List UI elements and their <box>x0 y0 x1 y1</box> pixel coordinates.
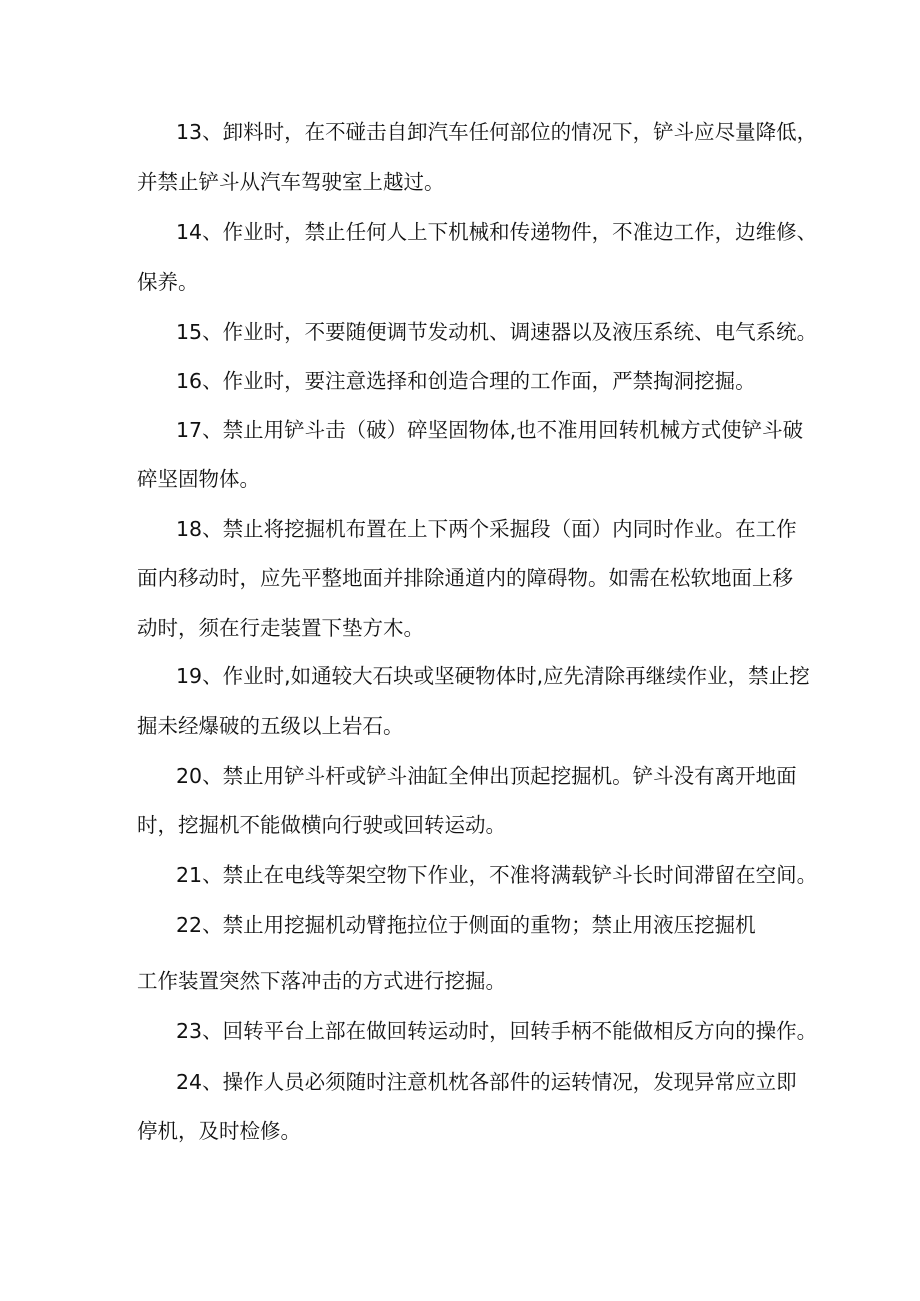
paragraph-line: 22、禁止用挖掘机动臂拖拉位于侧面的重物；禁止用液压挖掘机 <box>176 913 756 937</box>
paragraph-line: 15、作业时，不要随便调节发动机、调速器以及液压系统、电气系统。 <box>176 320 818 344</box>
paragraph-line: 13、卸料时，在不碰击自卸汽车任何部位的情况下，铲斗应尽量降低， <box>176 120 818 144</box>
paragraph-line: 动时，须在行走装置下垫方木。 <box>137 616 424 640</box>
paragraph-line: 时，挖掘机不能做横向行驶或回转运动。 <box>137 813 506 837</box>
paragraph-line: 16、作业时，要注意选择和创造合理的工作面，严禁掏洞挖掘。 <box>176 369 756 393</box>
paragraph-line: 工作装置突然下落冲击的方式进行挖掘。 <box>137 969 506 993</box>
paragraph-line: 24、操作人员必须随时注意机枕各部件的运转情况，发现异常应立即 <box>176 1070 797 1094</box>
paragraph-line: 碎坚固物体。 <box>137 467 260 491</box>
paragraph-line: 20、禁止用铲斗杆或铲斗油缸全伸出顶起挖掘机。铲斗没有离开地面 <box>176 764 797 788</box>
paragraph-line: 保养。 <box>137 270 199 294</box>
paragraph-line: 并禁止铲斗从汽车驾驶室上越过。 <box>137 170 445 194</box>
paragraph-line: 18、禁止将挖掘机布置在上下两个采掘段（面）内同时作业。在工作 <box>176 517 797 541</box>
paragraph-line: 掘未经爆破的五级以上岩石。 <box>137 714 404 738</box>
paragraph-line: 面内移动时，应先平整地面并排除通道内的障碍物。如需在松软地面上移 <box>137 566 793 590</box>
paragraph-line: 19、作业时,如通较大石块或坚硬物体时,应先清除再继续作业，禁止挖 <box>176 664 810 688</box>
paragraph-line: 23、回转平台上部在做回转运动时，回转手柄不能做相反方向的操作。 <box>176 1019 818 1043</box>
paragraph-line: 14、作业时，禁止任何人上下机械和传递物件，不准边工作，边维修、 <box>176 220 818 244</box>
paragraph-line: 17、禁止用铲斗击（破）碎坚固物体,也不准用回转机械方式使铲斗破 <box>176 418 804 442</box>
paragraph-line: 停机，及时检修。 <box>137 1119 301 1143</box>
paragraph-line: 21、禁止在电线等架空物下作业，不准将满载铲斗长时间滞留在空间。 <box>176 863 818 887</box>
